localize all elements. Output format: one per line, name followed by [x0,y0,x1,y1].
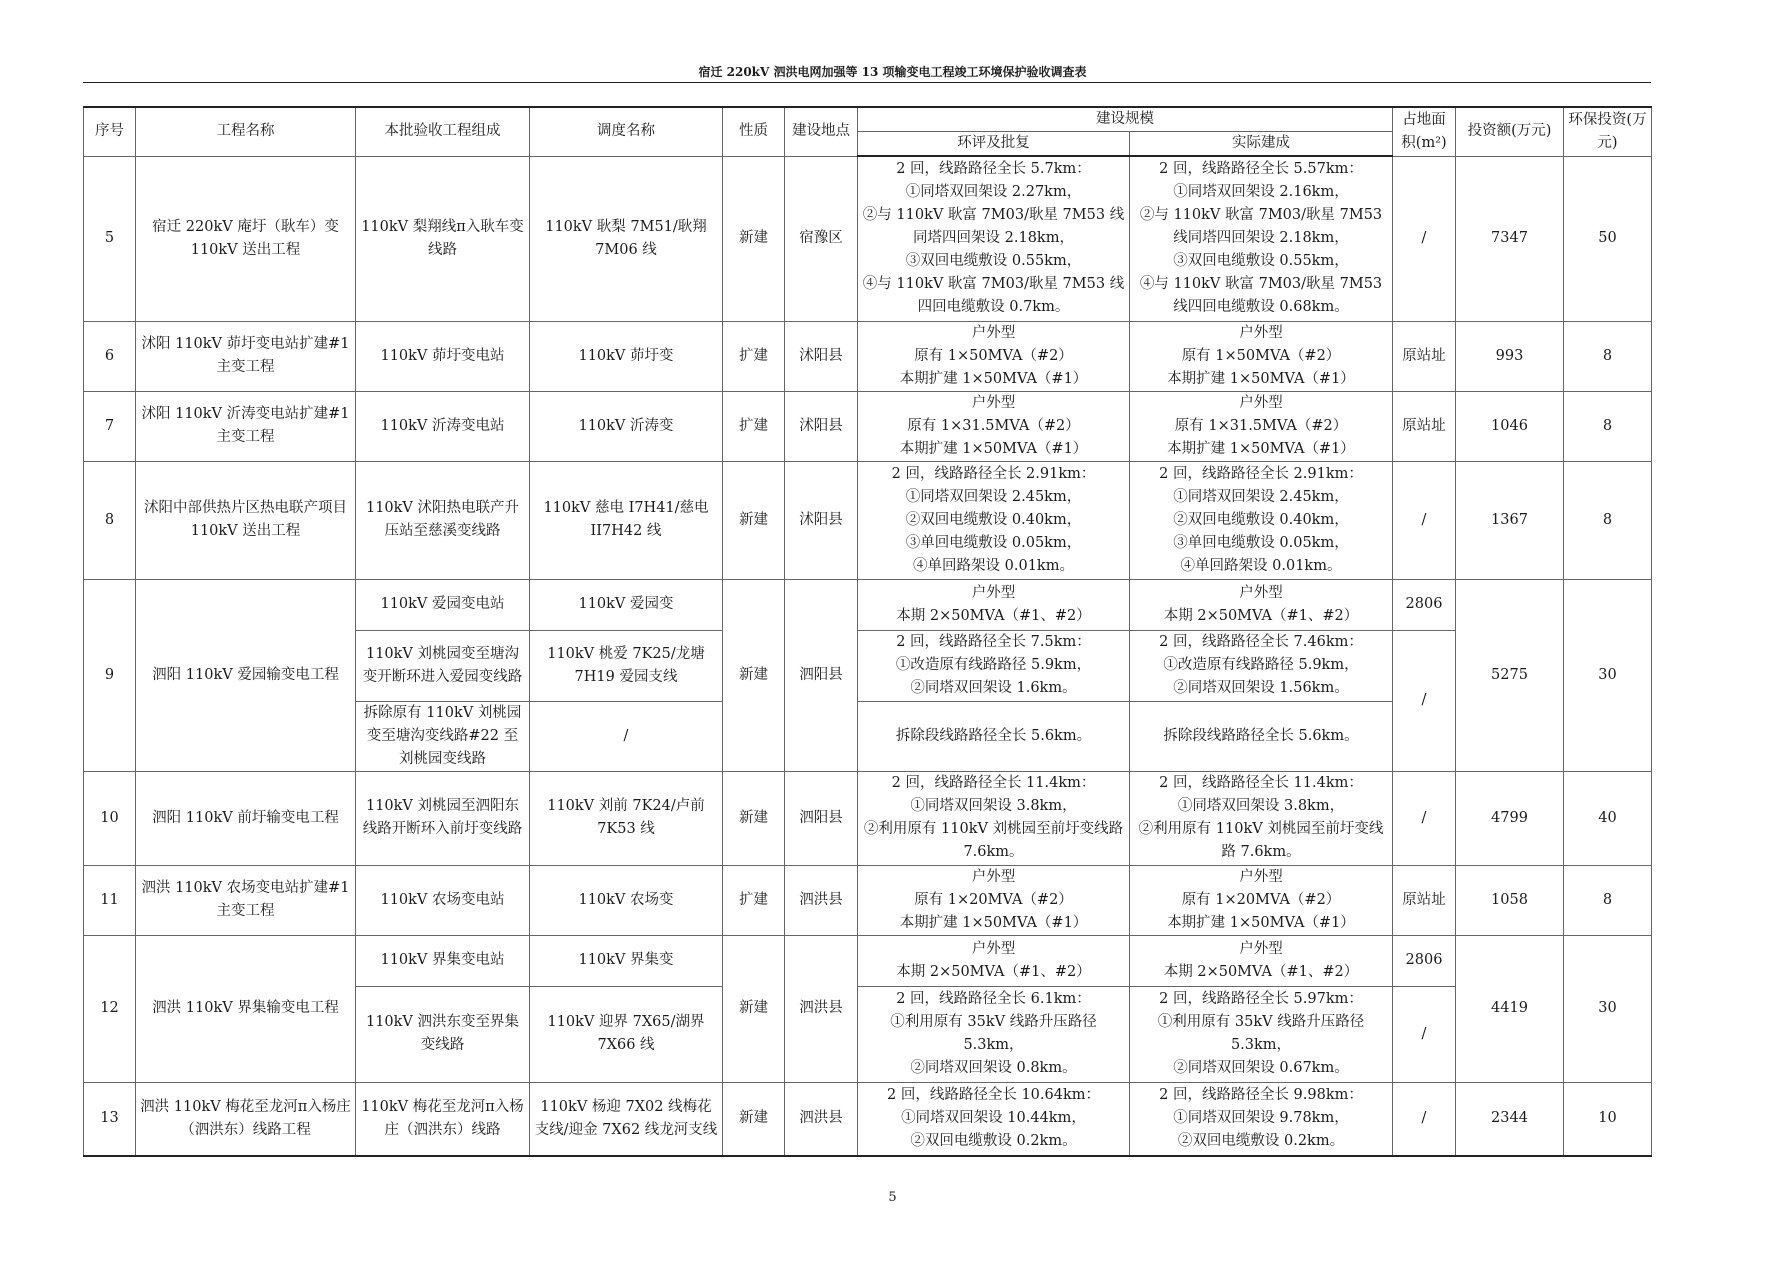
cell-invest: 7347 [1456,156,1564,321]
cell-project: 宿迁 220kV 庵圩（耿车）变 110kV 送出工程 [136,156,356,321]
cell-location: 泗洪县 [785,865,858,935]
cell-invest: 1058 [1456,865,1564,935]
scale-line: 2 回，线路路径全长 5.57km： [1159,161,1363,178]
cell-eia [858,156,1130,321]
cell-area: 2806 [1393,935,1456,986]
cell-nature: 扩建 [723,391,785,461]
cell-seq: 8 [84,461,136,579]
scale-line: ①改造原有线路路径 5.9km， [895,657,1092,673]
cell-area: 原站址 [1393,865,1456,935]
cell-nature: 扩建 [723,865,785,935]
scale-line: 2 回，线路路径全长 9.98km： [1159,1087,1363,1104]
scale-line: 本期 2×50MVA（#1、#2） [1163,963,1359,980]
cell-eia [858,771,1130,865]
table-row [84,865,1652,935]
scale-line: ④与 110kV 耿富 7M03/耿星 7M53 线四回电缆敷设 0.7km。 [862,276,1125,316]
cell-actual [1130,391,1393,461]
cell-eia [858,701,1130,771]
cell-seq: 13 [84,1082,136,1156]
cell-dispatch: 110kV 耿梨 7M51/耿翔 7M06 线 [530,156,723,321]
cell-actual [1130,321,1393,391]
table-row [84,771,1652,865]
scale-line: ②双回电缆敷设 0.2km。 [1177,1133,1345,1150]
scale-line: ②同塔双回架设 0.67km。 [1173,1060,1349,1076]
scale-line: 本期 2×50MVA（#1、#2） [1163,607,1359,624]
cell-invest: 2344 [1456,1082,1564,1156]
cell-eia [858,321,1130,391]
scale-line: ②利用原有 110kV 刘桃园至前圩变线路 7.6km。 [1138,821,1384,860]
scale-line: 户外型 [971,584,1016,601]
cell-area: 原站址 [1393,321,1456,391]
scale-line: 户外型 [971,324,1016,341]
cell-area: / [1393,156,1456,321]
header-invest: 投资额(万元) [1456,107,1564,156]
scale-line: ③单回电缆敷设 0.05km， [1173,534,1349,551]
cell-dispatch: 110kV 界集变 [530,935,723,986]
scale-line: ①同塔双回架设 2.45km， [905,488,1082,505]
scale-line: 2 回，线路路径全长 11.4km： [891,775,1096,791]
scale-line: ①同塔双回架设 2.27km， [905,184,1082,201]
header-eia: 环评及批复 [858,132,1130,157]
cell-env-invest: 30 [1564,579,1652,771]
cell-area: / [1393,771,1456,865]
cell-dispatch: / [530,701,723,771]
cell-area: / [1393,630,1456,771]
cell-eia [858,935,1130,986]
cell-batch: 110kV 茆圩变电站 [356,321,530,391]
cell-batch: 110kV 界集变电站 [356,935,530,986]
cell-dispatch: 110kV 农场变 [530,865,723,935]
header-location: 建设地点 [785,107,858,156]
cell-seq: 10 [84,771,136,865]
scale-line: 拆除段线路路径全长 5.6km。 [1163,727,1359,744]
cell-env-invest: 50 [1564,156,1652,321]
cell-project: 泗洪 110kV 界集输变电工程 [136,935,356,1082]
scale-line: ①利用原有 35kV 线路升压路径 5.3km， [1157,1014,1365,1053]
cell-dispatch: 110kV 爱园变 [530,579,723,630]
header-dispatch: 调度名称 [530,107,723,156]
header-project: 工程名称 [136,107,356,156]
scale-line: ①同塔双回架设 3.8km， [1177,798,1345,814]
scale-line: 本期扩建 1×50MVA（#1） [1167,370,1355,387]
cell-batch: 110kV 刘桃园变至塘沟变开断环进入爱园变线路 [356,630,530,701]
header-nature: 性质 [723,107,785,156]
cell-location: 沭阳县 [785,461,858,579]
cell-location: 沭阳县 [785,321,858,391]
cell-dispatch: 110kV 茆圩变 [530,321,723,391]
scale-line: 户外型 [1239,868,1283,885]
scale-line: 原有 1×50MVA（#2） [1181,347,1341,364]
cell-project: 泗阳 110kV 爱园输变电工程 [136,579,356,771]
cell-invest: 4799 [1456,771,1564,865]
cell-actual [1130,156,1393,321]
cell-batch: 110kV 刘桃园至泗阳东线路开断环入前圩变线路 [356,771,530,865]
scale-line: ②双回电缆敷设 0.40km， [1173,511,1349,528]
cell-nature: 扩建 [723,321,785,391]
scale-line: 本期 2×50MVA（#1、#2） [896,963,1091,980]
cell-dispatch: 110kV 刘前 7K24/卢前 7K53 线 [530,771,723,865]
cell-seq: 11 [84,865,136,935]
scale-line: ①同塔双回架设 3.8km， [910,798,1077,814]
header-seq: 序号 [84,107,136,156]
scale-line: 拆除段线路路径全长 5.6km。 [895,727,1092,744]
header-env-invest: 环保投资(万元) [1564,107,1652,156]
table-row [84,461,1652,579]
cell-project: 泗洪 110kV 农场变电站扩建#1 主变工程 [136,865,356,935]
cell-nature: 新建 [723,771,785,865]
cell-area: / [1393,986,1456,1082]
cell-env-invest: 8 [1564,461,1652,579]
scale-line: ③双回电缆敷设 0.55km， [905,253,1082,270]
scale-line: 2 回，线路路径全长 10.64km： [887,1087,1100,1104]
project-table [83,106,1652,1157]
scale-line: ①利用原有 35kV 线路升压路径 5.3km， [890,1014,1097,1053]
scale-line: 本期 2×50MVA（#1、#2） [896,607,1091,624]
scale-line: ④与 110kV 耿富 7M03/耿星 7M53 线四回电缆敷设 0.68km。 [1139,276,1383,316]
scale-line: 2 回，线路路径全长 2.91km： [1159,465,1363,482]
scale-line: ②与 110kV 耿富 7M03/耿星 7M53 线同塔四回架设 2.18km， [862,207,1125,247]
cell-batch: 110kV 沂涛变电站 [356,391,530,461]
scale-line: 2 回，线路路径全长 7.5km： [896,634,1091,650]
cell-actual [1130,1082,1393,1156]
table-row [84,321,1652,391]
cell-env-invest: 8 [1564,391,1652,461]
cell-project: 沭阳中部供热片区热电联产项目 110kV 送出工程 [136,461,356,579]
cell-eia [858,579,1130,630]
cell-batch: 110kV 梅花至龙河π入杨庄（泗洪东）线路 [356,1082,530,1156]
header-scale: 建设规模 [858,107,1393,132]
cell-nature: 新建 [723,156,785,321]
scale-line: ②同塔双回架设 1.6km。 [910,680,1077,696]
cell-invest: 5275 [1456,579,1564,771]
scale-line: 2 回，线路路径全长 5.97km： [1159,991,1363,1007]
scale-line: ④单回路架设 0.01km。 [1180,557,1342,574]
cell-dispatch: 110kV 慈电 I7H41/慈电 II7H42 线 [530,461,723,579]
cell-batch: 拆除原有 110kV 刘桃园变至塘沟变线路#22 至刘桃园变线路 [356,701,530,771]
scale-line: 2 回，线路路径全长 11.4km： [1159,775,1363,791]
scale-line: 2 回，线路路径全长 7.46km： [1159,634,1363,650]
table-body [84,156,1652,1156]
scale-line: ①同塔双回架设 2.45km， [1173,488,1349,505]
scale-line: ②同塔双回架设 0.8km。 [910,1060,1077,1076]
scale-line: 本期扩建 1×50MVA（#1） [1167,914,1355,931]
cell-actual [1130,935,1393,986]
cell-batch: 110kV 爱园变电站 [356,579,530,630]
scale-line: 2 回，线路路径全长 6.1km： [896,991,1091,1007]
table-row [84,391,1652,461]
cell-nature: 新建 [723,579,785,771]
cell-env-invest: 30 [1564,935,1652,1082]
cell-eia [858,986,1130,1082]
header-area: 占地面积(m²) [1393,107,1456,156]
scale-line: 户外型 [1239,394,1283,411]
cell-seq: 12 [84,935,136,1082]
scale-line: ①同塔双回架设 2.16km， [1173,184,1349,201]
cell-eia [858,1082,1130,1156]
cell-env-invest: 8 [1564,865,1652,935]
cell-actual [1130,865,1393,935]
cell-location: 泗洪县 [785,1082,858,1156]
cell-dispatch: 110kV 桃爱 7K25/龙塘 7H19 爱园支线 [530,630,723,701]
scale-line: 本期扩建 1×50MVA（#1） [899,440,1088,457]
cell-eia [858,630,1130,701]
cell-seq: 5 [84,156,136,321]
scale-line: ②利用原有 110kV 刘桃园至前圩变线路 7.6km。 [863,821,1124,860]
cell-actual [1130,630,1393,701]
cell-area: / [1393,1082,1456,1156]
scale-line: 本期扩建 1×50MVA（#1） [1167,440,1355,457]
cell-eia [858,461,1130,579]
cell-location: 泗阳县 [785,771,858,865]
scale-line: ②与 110kV 耿富 7M03/耿星 7M53 线同塔四回架设 2.18km， [1139,207,1383,247]
cell-eia [858,391,1130,461]
cell-invest: 993 [1456,321,1564,391]
scale-line: 户外型 [1239,324,1283,341]
scale-line: 原有 1×50MVA（#2） [914,347,1073,364]
cell-project: 泗阳 110kV 前圩输变电工程 [136,771,356,865]
cell-invest: 1046 [1456,391,1564,461]
cell-seq: 7 [84,391,136,461]
cell-seq: 6 [84,321,136,391]
cell-batch: 110kV 农场变电站 [356,865,530,935]
table-row [84,156,1652,321]
scale-line: ②双回电缆敷设 0.40km， [905,511,1082,528]
scale-line: ①同塔双回架设 9.78km， [1173,1110,1349,1127]
cell-env-invest: 8 [1564,321,1652,391]
cell-batch: 110kV 泗洪东变至界集变线路 [356,986,530,1082]
cell-project: 沭阳 110kV 茆圩变电站扩建#1 主变工程 [136,321,356,391]
scale-line: 2 回，线路路径全长 2.91km： [891,465,1096,482]
cell-actual [1130,461,1393,579]
cell-eia [858,865,1130,935]
page-number: 5 [888,1190,897,1205]
cell-nature: 新建 [723,461,785,579]
scale-line: ④单回路架设 0.01km。 [913,557,1074,574]
scale-line: 户外型 [1239,584,1283,601]
scale-line: 户外型 [971,868,1016,885]
scale-line: 户外型 [1239,940,1283,957]
cell-project: 泗洪 110kV 梅花至龙河π入杨庄（泗洪东）线路工程 [136,1082,356,1156]
scale-line: 户外型 [971,394,1016,411]
cell-location: 泗阳县 [785,579,858,771]
cell-area: / [1393,461,1456,579]
table-row [84,935,1652,986]
cell-invest: 4419 [1456,935,1564,1082]
table-row [84,1082,1652,1156]
cell-actual [1130,701,1393,771]
scale-line: ③双回电缆敷设 0.55km， [1173,253,1349,270]
scale-line: 原有 1×31.5MVA（#2） [907,417,1080,434]
cell-batch: 110kV 梨翔线π入耿车变线路 [356,156,530,321]
cell-dispatch: 110kV 迎界 7X65/湖界 7X66 线 [530,986,723,1082]
scale-line: 本期扩建 1×50MVA（#1） [899,370,1088,387]
table-row [84,579,1652,630]
cell-nature: 新建 [723,1082,785,1156]
document-title: 宿迁 220kV 泗洪电网加强等 13 项输变电工程竣工环境保护验收调查表 [698,65,1087,79]
scale-line: 原有 1×20MVA（#2） [1181,891,1341,908]
cell-nature: 新建 [723,935,785,1082]
scale-line: ③单回电缆敷设 0.05km， [905,534,1082,551]
cell-area: 2806 [1393,579,1456,630]
cell-actual [1130,579,1393,630]
cell-batch: 110kV 沭阳热电联产升压站至慈溪变线路 [356,461,530,579]
cell-env-invest: 40 [1564,771,1652,865]
scale-line: ①同塔双回架设 10.44km， [901,1110,1086,1127]
cell-location: 沭阳县 [785,391,858,461]
cell-actual [1130,986,1393,1082]
cell-location: 泗洪县 [785,935,858,1082]
cell-env-invest: 10 [1564,1082,1652,1156]
cell-project: 沭阳 110kV 沂涛变电站扩建#1 主变工程 [136,391,356,461]
scale-line: ②双回电缆敷设 0.2km。 [910,1133,1077,1150]
cell-invest: 1367 [1456,461,1564,579]
cell-dispatch: 110kV 杨迎 7X02 线梅花支线/迎金 7X62 线龙河支线 [530,1082,723,1156]
scale-line: ①改造原有线路路径 5.9km， [1163,657,1359,673]
cell-location: 宿豫区 [785,156,858,321]
cell-area: 原站址 [1393,391,1456,461]
scale-line: 本期扩建 1×50MVA（#1） [899,914,1088,931]
header-actual: 实际建成 [1130,132,1393,157]
scale-line: 原有 1×20MVA（#2） [914,891,1073,908]
cell-dispatch: 110kV 沂涛变 [530,391,723,461]
header-batch: 本批验收工程组成 [356,107,530,156]
scale-line: 户外型 [971,940,1016,957]
cell-seq: 9 [84,579,136,771]
header-rule [83,82,1651,83]
scale-line: 原有 1×31.5MVA（#2） [1174,417,1348,434]
cell-actual [1130,771,1393,865]
scale-line: 2 回，线路路径全长 5.7km： [896,161,1091,178]
scale-line: ②同塔双回架设 1.56km。 [1173,680,1349,696]
